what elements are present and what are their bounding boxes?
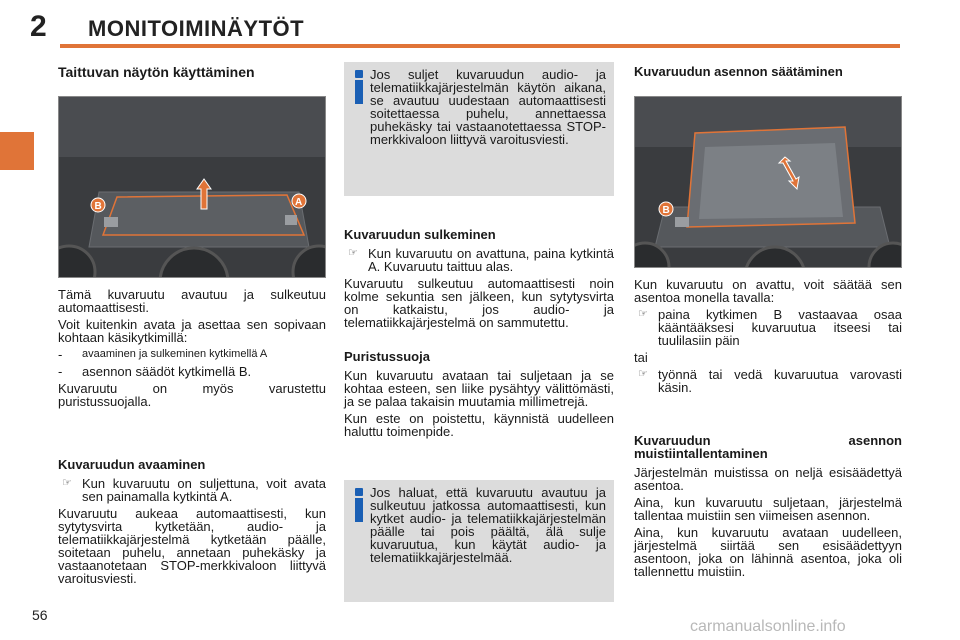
- finger-icon: ☞: [638, 308, 648, 320]
- opening-bullet: Kun kuvaruutu on suljettuna, voit avata sen painamalla kytkintä A.: [82, 476, 326, 504]
- dashboard-open-illustration: [635, 97, 902, 268]
- watermark: carmanualsonline.info: [690, 618, 846, 635]
- closing-text: Kuvaruutu sulkeutuu automaattisesti noin kolme sekuntia sen jälkeen, kun sytytysvirta on katkaistu, jos audio- ja telematiikkajärjestelmä on sammutettu.: [344, 276, 614, 330]
- dashboard-illustration: [59, 97, 326, 278]
- or-text: tai: [634, 350, 648, 365]
- list-item: [58, 477, 326, 503]
- opening-text: Kuvaruutu aukeaa automaattisesti, kun sytytysvirta kytketään, audio- ja telematiikkajärjestelmä kytketään päälle, soitetaan puhelu, annetaan puhekäsky ja vastaanotetaan STOP-merkkivaloon liittyvä varoitusviesti.: [58, 506, 326, 586]
- photo-screen-closed: [58, 96, 326, 278]
- left-column-opening: [58, 458, 326, 589]
- info-box-1: [344, 62, 614, 196]
- pinch-heading: Puristussuoja: [344, 349, 430, 364]
- adjust-text: Kun kuvaruutu on avattu, voit säätää sen asentoa monella tavalla:: [634, 277, 902, 305]
- list-item: [634, 368, 902, 394]
- adjust-bullet-1: paina kytkimen B vastaavaa osaa kääntääksesi kuvaruutua itseesi tai tuulilasiin päin: [658, 307, 902, 348]
- photo-label-a: A: [295, 197, 303, 208]
- pinch-text-2: Kun este on poistettu, käynnistä uudelleen haluttu toimenpide.: [344, 411, 614, 439]
- intro-text-3: Kuvaruutu on myös varustettu puristussuojalla.: [58, 381, 326, 409]
- photo-label-b: B: [662, 205, 670, 216]
- adjust-heading: Kuvaruudun asennon säätäminen: [634, 64, 843, 79]
- memory-heading: Kuvaruudun asennon muistiintallentaminen: [634, 433, 902, 461]
- header-rule: [60, 44, 900, 48]
- intro-text-2: Voit kuitenkin avata ja asettaa sen sopivaan kohtaan käsikytkimillä:: [58, 317, 326, 345]
- info-icon: [354, 488, 364, 522]
- middle-column-pinch: [344, 350, 614, 442]
- chapter-title: MONITOIMINÄYTÖT: [88, 16, 305, 41]
- info-text-1: Jos suljet kuvaruudun audio- ja telematiikkajärjestelmän käytön aikana, se avautuu uudestaan automaattisesti soitettaessa puhelu, annettaessa puhekäsky tai vastaanotettaessa STOP-merkkivaloon liittyvä varoitusviesti.: [370, 67, 606, 147]
- middle-column: [344, 228, 614, 333]
- finger-icon: ☞: [638, 368, 648, 380]
- closing-heading: Kuvaruudun sulkeminen: [344, 227, 496, 242]
- intro-text-1: Tämä kuvaruutu avautuu ja sulkeutuu automaattisesti.: [58, 287, 326, 315]
- adjust-bullet-2: työnnä tai vedä kuvaruutua varovasti käsin.: [658, 367, 902, 395]
- finger-icon: ☞: [62, 477, 72, 489]
- page-number: 56: [32, 607, 48, 623]
- list-item: - avaaminen ja sulkeminen kytkimellä A: [58, 348, 326, 361]
- memory-text-1: Järjestelmän muistissa on neljä esisäädettyä asentoa.: [634, 465, 902, 493]
- dash-item-1: avaaminen ja sulkeminen kytkimellä A: [82, 348, 268, 360]
- memory-text-3: Aina, kun kuvaruutu avataan uudelleen, järjestelmä siirtää sen esisäädettyyn asentoon, joka on lähinnä asentoa, joka oli tallennettu muistiin.: [634, 525, 902, 579]
- closing-bullet: Kun kuvaruutu on avattuna, paina kytkintä A. Kuvaruutu taittuu alas.: [368, 246, 614, 274]
- right-column-memory: [634, 434, 902, 582]
- pinch-text-1: Kun kuvaruutu avataan tai suljetaan ja se kohtaa esteen, sen liike pysähtyy välittömästi, ja se palaa takaisin muutamia millimetrejä.: [344, 368, 614, 409]
- photo-screen-open: [634, 96, 902, 268]
- info-box-2: [344, 480, 614, 602]
- list-item: [634, 308, 902, 347]
- list-item: [344, 247, 614, 273]
- info-icon: [354, 70, 364, 104]
- dash-item-2: asennon säädöt kytkimellä B.: [82, 364, 252, 379]
- memory-text-2: Aina, kun kuvaruutu suljetaan, järjestelmä tallentaa muistiin sen viimeisen asennon.: [634, 495, 902, 523]
- photo-label-b: B: [94, 201, 102, 212]
- opening-heading: Kuvaruudun avaaminen: [58, 457, 206, 472]
- chapter-number: 2: [30, 10, 47, 43]
- left-column: [58, 288, 326, 412]
- section-title: Taittuvan näytön käyttäminen: [58, 64, 255, 80]
- info-text-2: Jos haluat, että kuvaruutu avautuu ja sulkeutuu jatkossa automaattisesti, kun kytket audio- ja telematiikkajärjestelmän päälle tai pois päältä, älä sulje kuvaruutua, kun käytät audio- ja telematiikkajärjestelmää.: [370, 485, 606, 565]
- finger-icon: ☞: [348, 247, 358, 259]
- right-column: [634, 278, 902, 398]
- chapter-side-tab: [0, 132, 34, 170]
- list-item: - asennon säädöt kytkimellä B.: [58, 365, 326, 378]
